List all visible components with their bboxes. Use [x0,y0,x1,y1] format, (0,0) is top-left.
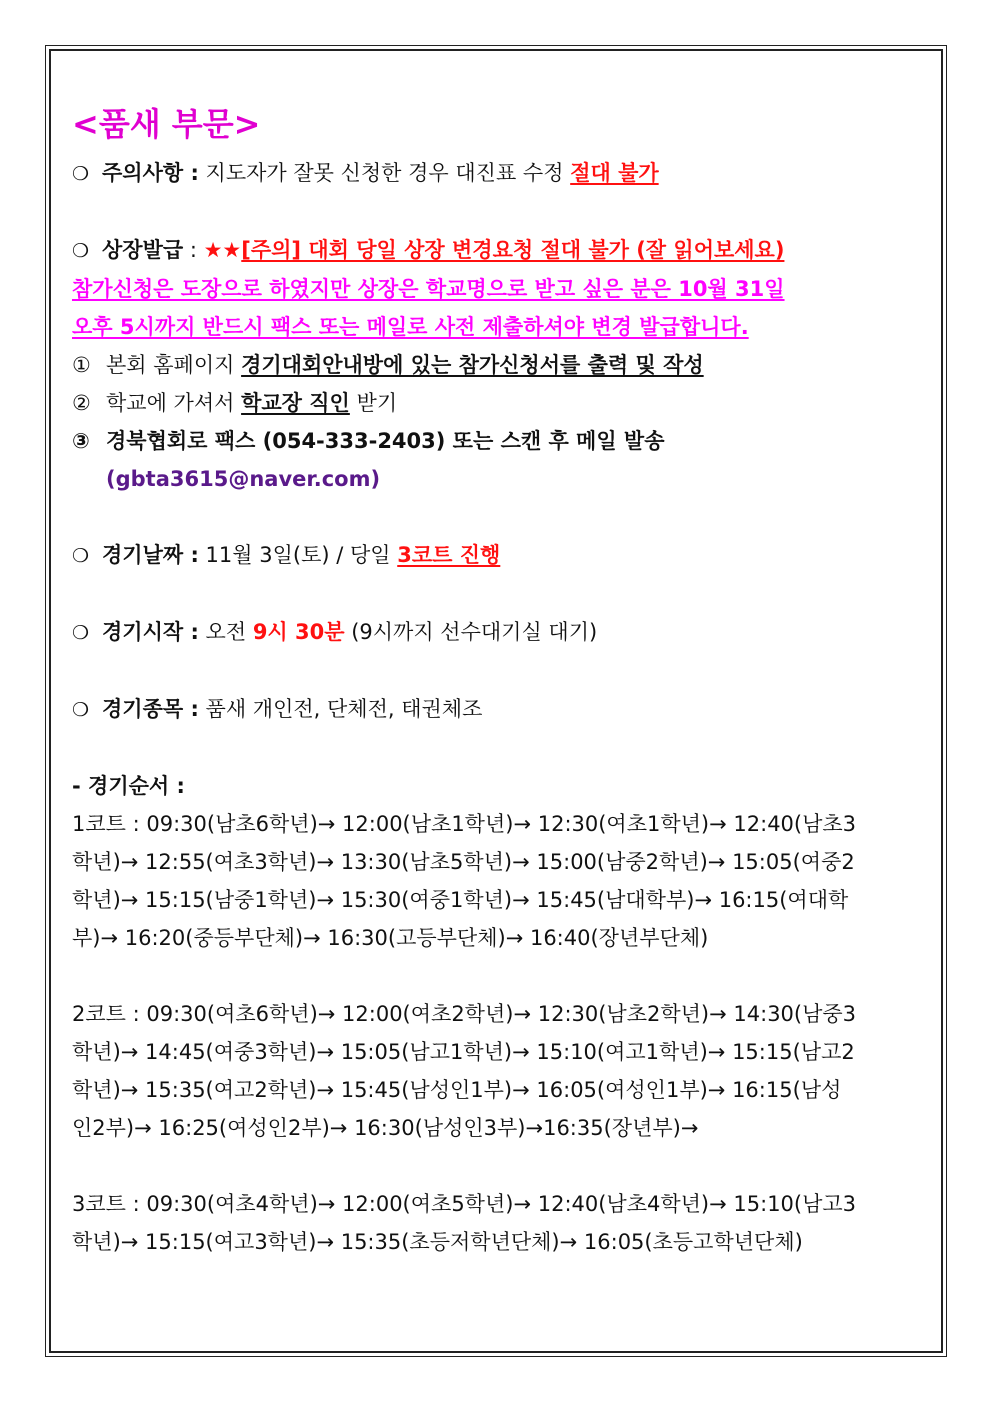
circle-bullet-icon: ❍ [72,163,90,185]
award-label: 상장발급 [102,238,184,262]
circle-bullet-icon: ❍ [72,240,90,262]
award-step-1 [72,346,922,384]
step-text: 학교에 가셔서 [106,391,235,415]
award-notice-line-2: 오후 5시까지 반드시 팩스 또는 메일로 사전 제출하셔야 변경 발급합니다. [72,315,749,339]
order-label: - 경기순서 : [72,774,185,798]
award-line [72,231,922,270]
schedule-line: 2코트 : 09:30(여초6학년)→ 12:00(여초2학년)→ 12:30(남초2학년)→ 14:30(남중3 [72,1002,857,1026]
start-highlight: 9시 30분 [252,620,345,644]
email-address[interactable]: (gbta3615@naver.com) [106,467,381,491]
events-text: 품새 개인전, 단체전, 태권체조 [205,697,483,721]
award-colon: : [189,238,197,262]
step-suffix: 받기 [356,391,398,415]
step-number: ② [72,391,91,415]
date-text: 11월 3일(토) / 당일 [205,543,391,567]
step-emphasis: 경기대회안내방에 있는 참가신청서를 출력 및 작성 [241,353,704,377]
circle-bullet-icon: ❍ [72,545,90,567]
schedule-line: 부)→ 16:20(중등부단체)→ 16:30(고등부단체)→ 16:40(장년부단체) [72,926,709,950]
notice-text: 지도자가 잘못 신청한 경우 대진표 수정 [205,161,564,185]
schedule-line: 학년)→ 15:15(남중1학년)→ 15:30(여중1학년)→ 15:45(남대학부)→ 16:15(여대학 [72,888,849,912]
step-text: 본회 홈페이지 [106,353,235,377]
step-number: ① [72,353,91,377]
schedule-line: 학년)→ 12:55(여초3학년)→ 13:30(남초5학년)→ 15:00(남중2학년)→ 15:05(여중2 [72,850,855,874]
schedule-line: 학년)→ 14:45(여중3학년)→ 15:05(남고1학년)→ 15:10(여고1학년)→ 15:15(남고2 [72,1040,855,1064]
events-label: 경기종목 : [102,697,199,721]
schedule-line: 인2부)→ 16:25(여성인2부)→ 16:30(남성인3부)→16:35(장년부)→ [72,1116,699,1140]
star-icon: ★★ [203,238,242,262]
schedule-line: 학년)→ 15:35(여고2학년)→ 15:45(남성인1부)→ 16:05(여성인1부)→ 16:15(남성 [72,1078,842,1102]
schedule-line: 1코트 : 09:30(남초6학년)→ 12:00(남초1학년)→ 12:30(여초1학년)→ 12:40(남초3 [72,812,857,836]
date-label: 경기날짜 : [102,543,199,567]
award-step-2 [72,384,922,422]
notice-label: 주의사항 : [102,161,199,185]
step-text: 경북협회로 팩스 (054-333-2403) 또는 스캔 후 메일 발송 [106,429,665,453]
circle-bullet-icon: ❍ [72,699,90,721]
circle-bullet-icon: ❍ [72,622,90,644]
award-step-3 [72,422,922,460]
date-highlight: 3코트 진행 [397,543,501,567]
start-post: (9시까지 선수대기실 대기) [351,620,598,644]
start-line [72,613,922,652]
court-1-schedule [72,805,922,957]
step-emphasis: 학교장 직인 [241,391,350,415]
document-body [72,100,922,1261]
start-label: 경기시작 : [102,620,199,644]
events-line [72,690,922,729]
notice-highlight: 절대 불가 [570,161,659,185]
court-2-schedule [72,995,922,1147]
award-notice-line-1: 참가신청은 도장으로 하였지만 상장은 학교명으로 받고 싶은 분은 10월 31일 [72,277,785,301]
start-pre: 오전 [205,620,247,644]
court-3-schedule [72,1185,922,1261]
section-title: <품새 부문> [72,105,261,143]
notice-line [72,154,922,193]
schedule-line: 3코트 : 09:30(여초4학년)→ 12:00(여초5학년)→ 12:40(남초4학년)→ 15:10(남고3 [72,1192,857,1216]
step-number: ③ [72,429,90,453]
award-warning: [주의] 대회 당일 상장 변경요청 절대 불가 (잘 읽어보세요) [241,238,785,262]
date-line [72,536,922,575]
schedule-line: 학년)→ 15:15(여고3학년)→ 15:35(초등저학년단체)→ 16:05(초등고학년단체) [72,1230,803,1254]
